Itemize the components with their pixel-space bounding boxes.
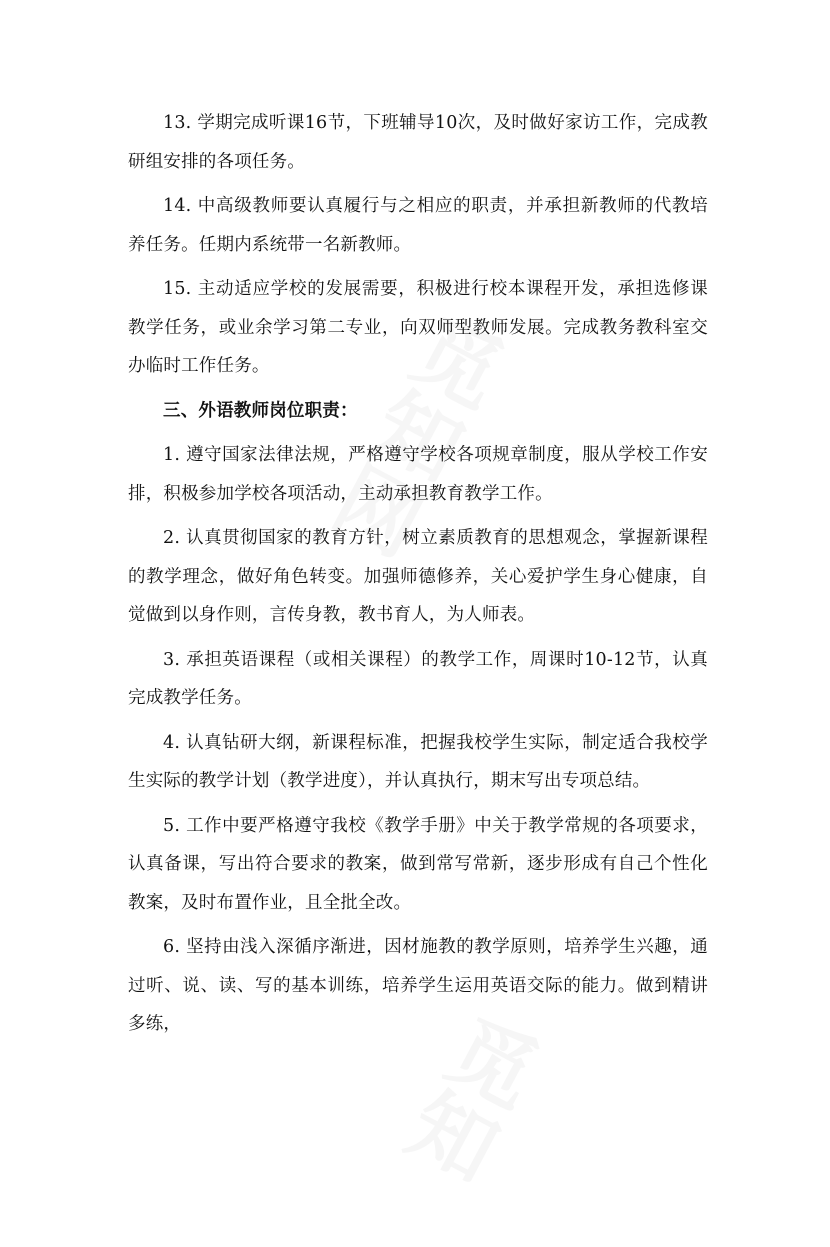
paragraph-2: 2. 认真贯彻国家的教育方针，树立素质教育的思想观念，掌握新课程的教学理念，做好角色转变。加强师德修养，关心爱护学生身心健康，自觉做到以身作则，言传身教，教书育人，为人师表。 (128, 528, 708, 625)
paragraph-5: 5. 工作中要严格遵守我校《教学手册》中关于教学常规的各项要求，认真备课，写出符合要求的教案，做到常写常新，逐步形成有自己个性化教案，及时布置作业，且全批全改。 (128, 815, 708, 913)
paragraph-13: 13. 学期完成听课16节，下班辅导10次，及时做好家访工作，完成教研组安排的各项任务。 (128, 113, 708, 172)
section-heading-foreign-language-teacher: 三、外语教师岗位职责： (163, 400, 358, 421)
paragraph-1: 1. 遵守国家法律法规，严格遵守学校各项规章制度，服从学校工作安排，积极参加学校各项活动，主动承担教育教学工作。 (128, 445, 708, 504)
paragraph-3: 3. 承担英语课程（或相关课程）的教学工作，周课时10-12节，认真完成教学任务。 (128, 649, 708, 708)
document-body (128, 104, 708, 1050)
paragraph-15: 15. 主动适应学校的发展需要，积极进行校本课程开发，承担选修课教学任务，或业余学习第二专业，向双师型教师发展。完成教务教科室交办临时工作任务。 (128, 279, 708, 376)
paragraph-6: 6. 坚持由浅入深循序渐进，因材施教的教学原则，培养学生兴趣，通过听、说、读、写的基本训练，培养学生运用英语交际的能力。做到精讲多练， (128, 937, 708, 1034)
paragraph-14: 14. 中高级教师要认真履行与之相应的职责，并承担新教师的代教培养任务。任期内系统带一名新教师。 (128, 196, 708, 255)
paragraph-4: 4. 认真钻研大纲，新课程标准，把握我校学生实际，制定适合我校学生实际的教学计划（教学进度），并认真执行，期末写出专项总结。 (128, 732, 708, 791)
